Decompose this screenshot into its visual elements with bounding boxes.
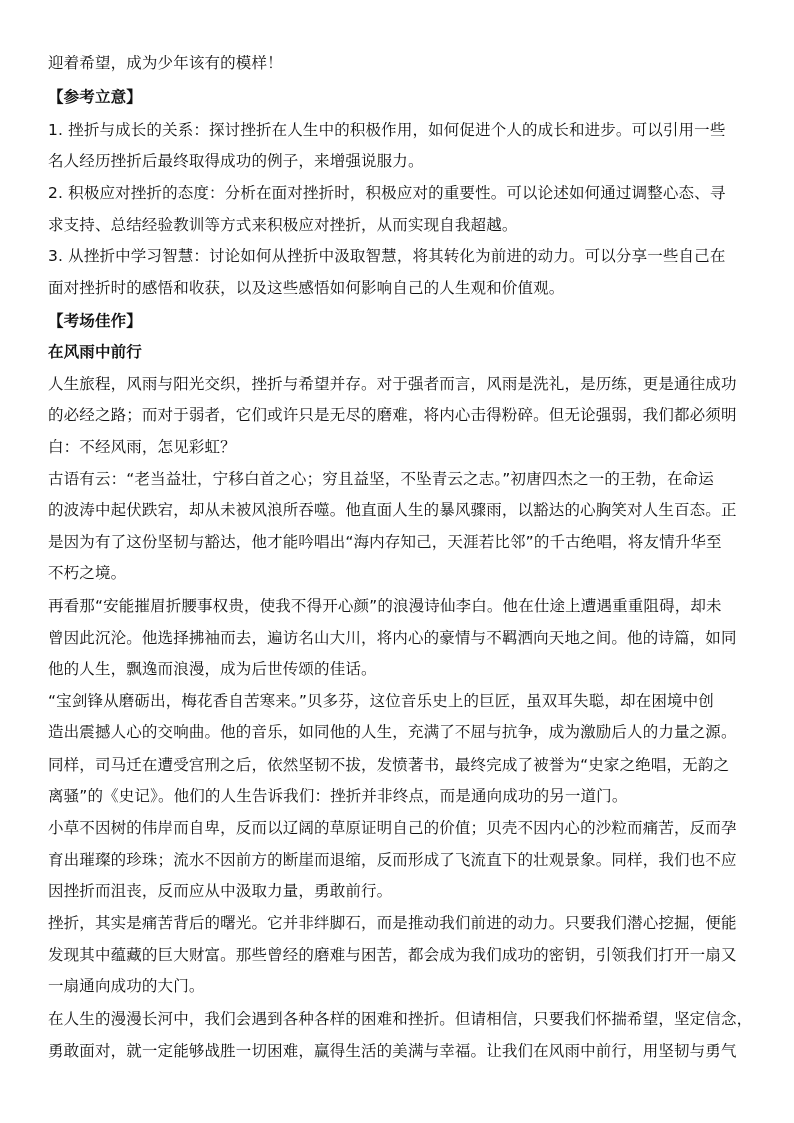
essay-paragraph-3-line-3: 他的人生，飘逸而浪漫，成为后世传颂的佳话。 xyxy=(48,660,377,678)
essay-paragraph-2-line-2: 的波涛中起伏跌宕，却从未被风浪所吞噬。他直面人生的暴风骤雨，以豁达的心胸笑对人生百态。正 xyxy=(48,501,737,519)
essay-paragraph-1-line-2: 的必经之路；而对于弱者，它们或许只是无尽的磨难，将内心击得粉碎。但无论强弱，我们都必须明 xyxy=(48,406,737,424)
idea-2-line-2: 求支持、总结经验教训等方式来积极应对挫折，从而实现自我超越。 xyxy=(48,216,518,234)
idea-3-line-2: 面对挫折时的感悟和收获，以及这些感悟如何影响自己的人生观和价值观。 xyxy=(48,279,565,297)
essay-paragraph-7-line-2: 发现其中蕴藏的巨大财富。那些曾经的磨难与困苦，都会成为我们成功的密钥，引领我们打开一扇又 xyxy=(48,946,737,964)
essay-paragraph-7-line-1: 挫折，其实是痛苦背后的曙光。它并非绊脚石，而是推动我们前进的动力。只要我们潜心挖掘，便能 xyxy=(48,914,737,932)
essay-paragraph-1-line-1: 人生旅程，风雨与阳光交织，挫折与希望并存。对于强者而言，风雨是洗礼，是历练，更是通往成功 xyxy=(48,375,737,393)
idea-2-line-1: 2. 积极应对挫折的态度：分析在面对挫折时，积极应对的重要性。可以论述如何通过调整心态、寻 xyxy=(48,184,726,202)
essay-paragraph-4-line-2: 造出震撼人心的交响曲。他的音乐，如同他的人生，充满了不屈与抗争，成为激励后人的力量之源。 xyxy=(48,723,737,741)
essay-paragraph-2-line-1: 古语有云：“老当益壮，宁移白首之心；穷且益坚，不坠青云之志。”初唐四杰之一的王勃，在命运 xyxy=(48,470,714,488)
essay-paragraph-3-line-1: 再看那“安能摧眉折腰事权贵，使我不得开心颜”的浪漫诗仙李白。他在仕途上遭遇重重阻碍，却未 xyxy=(48,597,722,615)
intro-closing-line: 迎着希望，成为少年该有的模样！ xyxy=(48,54,283,72)
essay-paragraph-8-line-2: 勇敢面对，就一定能够战胜一切困难，赢得生活的美满与幸福。让我们在风雨中前行，用坚韧与勇气 xyxy=(48,1042,737,1060)
essay-paragraph-8-line-1: 在人生的漫漫长河中，我们会遇到各种各样的困难和挫折。但请相信，只要我们怀揣希望，坚定信念， xyxy=(48,1010,753,1028)
essay-paragraph-4-line-1: “宝剑锋从磨砺出，梅花香自苦寒来。”贝多芬，这位音乐史上的巨匠，虽双耳失聪，却在困境中创 xyxy=(48,692,714,710)
essay-paragraph-2-line-4: 不朽之境。 xyxy=(48,564,127,582)
idea-1-line-2: 名人经历挫折后最终取得成功的例子，来增强说服力。 xyxy=(48,152,424,170)
essay-paragraph-6-line-1: 小草不因树的伟岸而自卑，反而以辽阔的草原证明自己的价值；贝壳不因内心的沙粒而痛苦，反而孕 xyxy=(48,819,737,837)
essay-paragraph-1-line-3: 白：不经风雨，怎见彩虹？ xyxy=(48,438,236,456)
essay-paragraph-5-line-2: 离骚”的《史记》。他们的人生告诉我们：挫折并非终点，而是通向成功的另一道门。 xyxy=(48,787,628,805)
essay-paragraph-6-line-2: 育出璀璨的珍珠；流水不因前方的断崖而退缩，反而形成了飞流直下的壮观景象。同样，我们也不应 xyxy=(48,851,737,869)
essay-paragraph-5-line-1: 同样，司马迁在遭受宫刑之后，依然坚韧不拔，发愤著书，最终完成了被誉为“史家之绝唱，无韵之 xyxy=(48,756,730,774)
idea-3-line-1: 3. 从挫折中学习智慧：讨论如何从挫折中汲取智慧，将其转化为前进的动力。可以分享一些自己在 xyxy=(48,247,726,265)
section-heading-model-essay: 【考场佳作】 xyxy=(48,312,142,330)
essay-paragraph-7-line-3: 一扇通向成功的大门。 xyxy=(48,977,205,995)
essay-paragraph-3-line-2: 曾因此沉沦。他选择拂袖而去，遍访名山大川，将内心的豪情与不羁洒向天地之间。他的诗篇，如同 xyxy=(48,629,737,647)
essay-title: 在风雨中前行 xyxy=(48,343,142,361)
section-heading-reference-ideas: 【参考立意】 xyxy=(48,88,142,106)
essay-paragraph-6-line-3: 因挫折而沮丧，反而应从中汲取力量，勇敢前行。 xyxy=(48,882,393,900)
idea-1-line-1: 1. 挫折与成长的关系：探讨挫折在人生中的积极作用，如何促进个人的成长和进步。可以引用一些 xyxy=(48,121,726,139)
essay-paragraph-2-line-3: 是因为有了这份坚韧与豁达，他才能吟唱出“海内存知己，天涯若比邻”的千古绝唱，将友情升华至 xyxy=(48,533,722,551)
